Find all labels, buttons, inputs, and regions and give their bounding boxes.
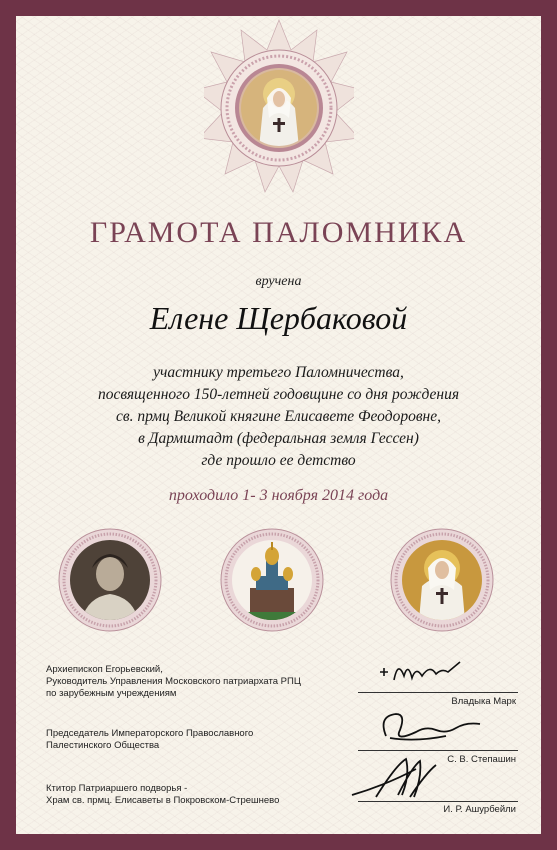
signature-mark [376,658,466,688]
portrait-medallion [58,528,162,632]
position-line: Храм св. прмц. Елисаветы в Покровском-Стрешнево [46,795,280,806]
body-line: св. прмц Великой княгине Елисавете Феодоровне, [115,408,441,425]
signatory-block [46,783,516,819]
signatory-name: Владыка Марк [451,696,516,707]
awarded-label: вручена [255,274,302,289]
body-line: участнику третьего Паломничества, [153,364,404,381]
church-medallion [220,528,324,632]
icon-medallion [390,528,494,632]
body-line: посвященного 150-летней годовщине со дня рождения [97,386,460,403]
body-line: в Дармштадт (федеральная земля Гессен) [138,430,419,447]
position-line: Архиепископ Егорьевский, [46,664,163,675]
event-dates: проходило 1- 3 ноября 2014 года [168,487,389,504]
position-line: Председатель Императорского Православного [46,728,254,739]
signature-line [358,692,518,693]
signatory-block [46,664,516,707]
signature-mark [376,706,486,746]
signature-line [358,801,518,802]
certificate-sheet [16,16,541,834]
position-line: по зарубежным учреждениям [46,688,177,699]
position-line: Палестинского Общества [46,740,160,751]
body-line: где прошло ее детство [201,452,356,469]
saint-icon-portrait [239,68,319,148]
certificate-body [16,362,541,472]
signature-mark [346,755,456,801]
signature-line [358,750,518,751]
signatory-name: И. Р. Ашурбейли [443,804,516,815]
recipient-name: Елене Щербаковой [149,300,408,336]
signatory-name: С. В. Степашин [447,754,516,765]
certificate-title: ГРАМОТА ПАЛОМНИКА [89,216,468,249]
position-line: Ктитор Патриаршего подворья - [46,783,188,794]
position-line: Руководитель Управления Московского патриархата РПЦ [46,676,301,687]
